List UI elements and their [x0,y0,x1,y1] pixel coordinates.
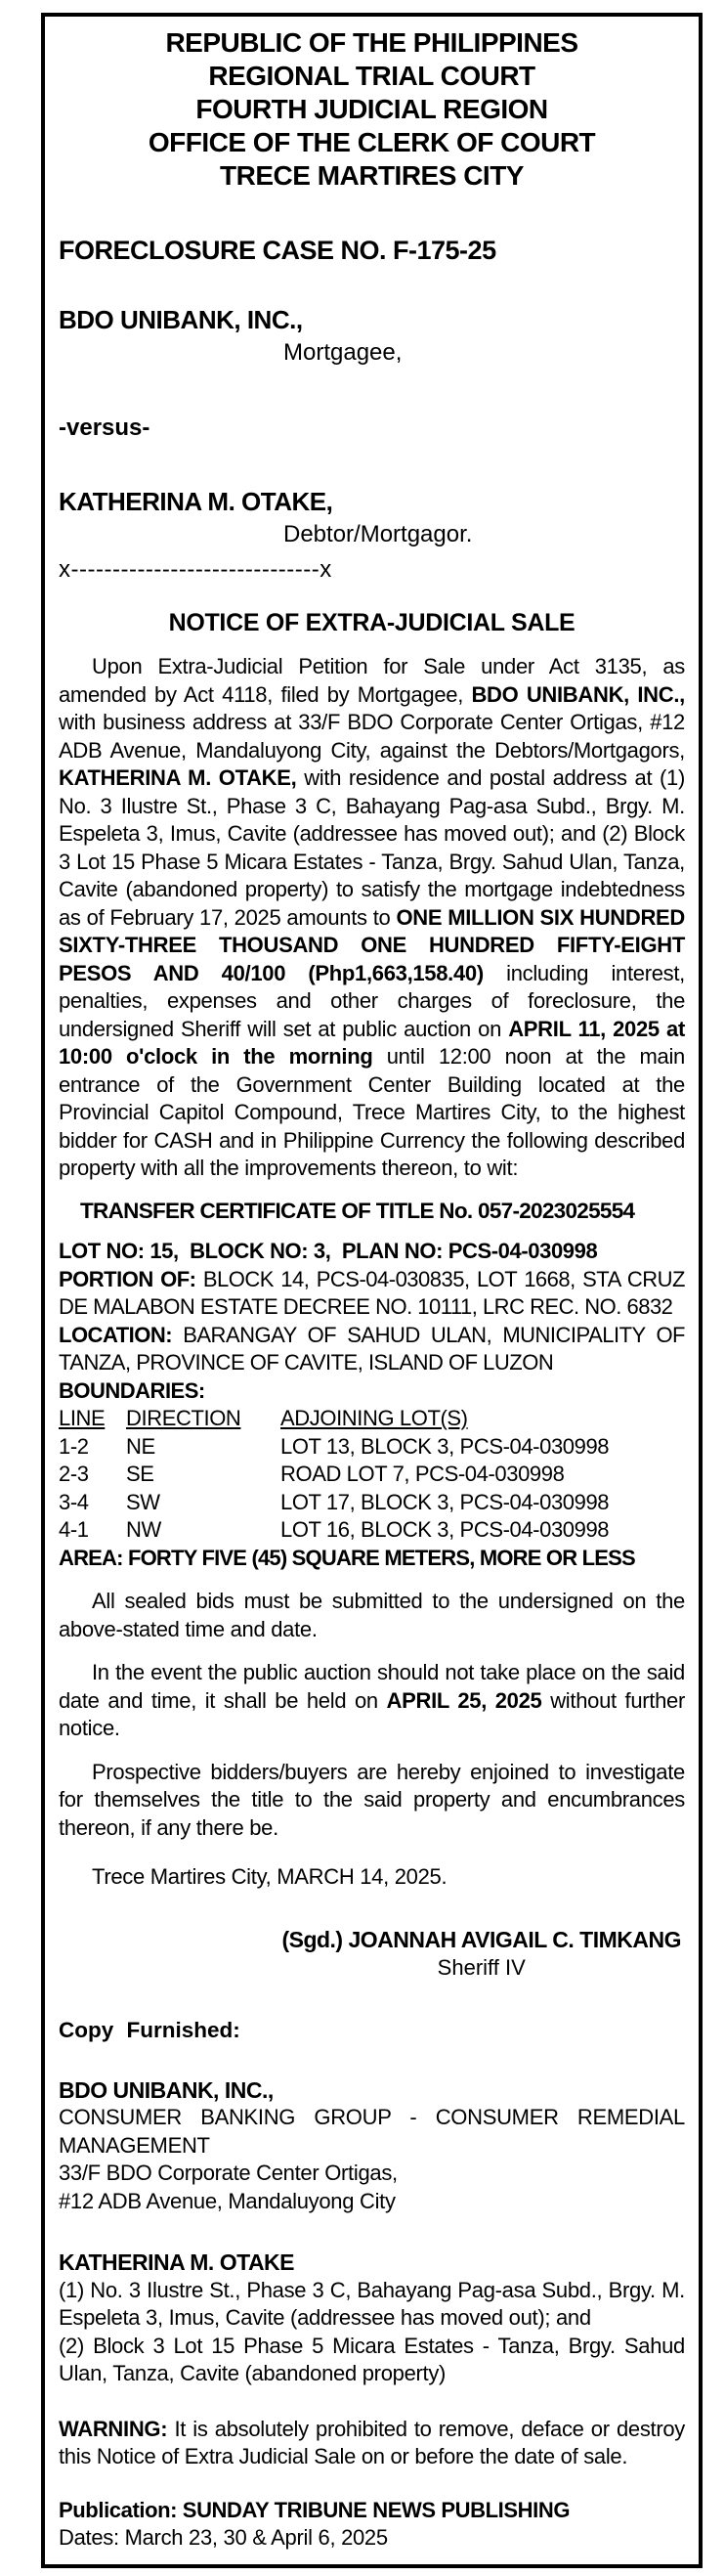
court-header-line: FOURTH JUDICIAL REGION [195,94,548,124]
boundaries-table [59,1405,685,1545]
court-header-line: OFFICE OF THE CLERK OF COURT [148,127,596,157]
sealed-bids-paragraph: All sealed bids must be submitted to the undersigned on the above-stated time and date. [59,1589,685,1641]
publication-block [59,2497,685,2553]
table-cell-direction: SW [126,1489,160,1514]
sheriff-title: Sheriff IV [437,1954,526,1980]
sheriff-signature-name: (Sgd.) JOANNAH AVIGAIL C. TIMKANG [281,1926,681,1952]
copy-debtor-address-line: (1) No. 3 Ilustre St., Phase 3 C, Bahayang Pag-asa Subd., Brgy. M. Espeleta 3, Imus, Cavite (addressee has moved out); and [59,2277,685,2330]
versus-label: -versus- [59,415,150,441]
case-number: FORECLOSURE CASE NO. F-175-25 [59,236,496,265]
copy-bdo-department: CONSUMER BANKING GROUP - CONSUMER REMEDIAL MANAGEMENT [59,2105,685,2158]
dateline: Trece Martires City, MARCH 14, 2025. [92,1864,448,1889]
body-text: Upon Extra-Judicial Petition for Sale under Act 3135, as amended by Act 4118, filed by Mortgagee, [59,654,685,707]
warning-paragraph [59,2416,685,2471]
copy-furnished-bdo-block [59,2076,685,2216]
copy-bdo-address-line: #12 ADB Avenue, Mandaluyong City [59,2188,396,2213]
area-line: AREA: FORTY FIVE (45) SQUARE METERS, MORE OR LESS [59,1545,635,1570]
table-cell-lots: LOT 13, BLOCK 3, PCS-04-030998 [280,1433,610,1459]
table-cell-line: 3-4 [59,1489,89,1514]
portion-value: BLOCK 14, PCS-04-030835, LOT 1668, STA CRUZ DE MALABON ESTATE DECREE NO. 10111, LRC REC. NO. 6832 [59,1266,685,1319]
debtor-name-inline: KATHERINA M. OTAKE, [59,765,297,790]
court-header-line: TRECE MARTIRES CITY [220,160,524,191]
portion-line [59,1266,685,1322]
title-certificate-number: TRANSFER CERTIFICATE OF TITLE No. 057-2023025554 [80,1198,635,1223]
boundaries-col-header: DIRECTION [126,1406,241,1430]
warning-text: It is absolutely prohibited to remove, deface or destroy this Notice of Extra Judicial Sale on or before the date of sale. [59,2416,685,2468]
debtor-name: KATHERINA M. OTAKE, [59,487,333,516]
body-text: with residence and postal address at (1) No. 3 Ilustre St., Phase 3 C, Bahayang Pag-asa Subd., Brgy. M. Espeleta 3, Imus, Cavite (addressee has moved out); and (2) Block 3 Lot 15 Phase 5 Micara Estates - Tanza, Brgy. Sahud Ulan, Tanza, Cavite (abandoned property) to satisfy the mortgage indebtedness as of February 17, 2025 amounts to [59,765,686,930]
indebtedness-amount: ONE MILLION SIX HUNDRED SIXTY-THREE THOUSAND ONE HUNDRED FIFTY-EIGHT PESOS AND 40/100 (Php1,663,158.40) [59,904,686,985]
boundaries-label: BOUNDARIES: [59,1377,205,1403]
table-cell-direction: SE [126,1462,154,1486]
copy-debtor-address-line: (2) Block 3 Lot 15 Phase 5 Micara Estates - Tanza, Brgy. Sahud Ulan, Tanza, Cavite (abandoned property) [59,2333,685,2385]
location-line [59,1322,685,1377]
copy-debtor-name: KATHERINA M. OTAKE [59,2249,295,2275]
body-text: without further notice. [59,1687,686,1740]
notice-body-paragraph [59,653,685,1183]
portion-label: PORTION OF: [59,1266,196,1291]
mortgagee-name-inline: BDO UNIBANK, INC., [471,681,685,707]
lot-block-plan-line: LOT NO: 15, BLOCK NO: 3, PLAN NO: PCS-04-030998 [59,1239,598,1263]
table-cell-lots: LOT 17, BLOCK 3, PCS-04-030998 [280,1489,610,1514]
location-label: LOCATION: [59,1322,173,1347]
case-separator-line: x------------------------------x [59,556,332,583]
publication-dates: Dates: March 23, 30 & April 6, 2025 [59,2525,388,2550]
prospective-bidders-paragraph: Prospective bidders/buyers are hereby enjoined to investigate for themselves the title to the said property and encumbrances thereon, if any there be. [59,1759,685,1840]
second-auction-paragraph [59,1659,685,1743]
table-cell-direction: NW [126,1517,161,1542]
copy-bdo-name: BDO UNIBANK, INC., [59,2076,274,2103]
notice-document-frame [41,13,703,2568]
copy-furnished-debtor-block [59,2249,685,2388]
copy-furnished-label: Copy Furnished: [59,2017,240,2042]
auction-datetime: APRIL 11, 2025 at 10:00 o'clock in the morning [59,1016,685,1069]
table-cell-line: 4-1 [59,1517,89,1542]
boundaries-col-header: ADJOINING LOT(S) [280,1406,468,1430]
table-cell-lots: ROAD LOT 7, PCS-04-030998 [280,1462,565,1486]
court-header-line: REPUBLIC OF THE PHILIPPINES [165,27,578,58]
body-text: until 12:00 noon at the main entrance of the Government Center Building located at the Provincial Capitol Compound, Trece Martires City, to the highest bidder for CASH and in Philippine Currency the following described property with all the improvements thereon, to wit: [59,1044,685,1180]
publication-line: Publication: SUNDAY TRIBUNE NEWS PUBLISHING [59,2497,571,2522]
body-text: with business address at 33/F BDO Corporate Center Ortigas, #12 ADB Avenue, Mandaluyong City, against the Debtors/Mortgagors, [59,710,685,763]
body-text: In the event the public auction should not take place on the said date and time, it shall be held on [59,1660,685,1713]
notice-title: NOTICE OF EXTRA-JUDICIAL SALE [168,609,576,636]
court-header [59,26,685,193]
table-cell-line: 1-2 [59,1433,89,1459]
table-cell-lots: LOT 16, BLOCK 3, PCS-04-030998 [280,1517,610,1542]
second-auction-date: APRIL 25, 2025 [386,1687,542,1713]
mortgagee-role: Mortgagee, [283,339,403,366]
table-cell-direction: NE [126,1433,155,1459]
boundaries-col-header: LINE [59,1406,106,1430]
debtor-role: Debtor/Mortgagor. [283,521,473,547]
court-header-line: REGIONAL TRIAL COURT [208,61,535,91]
signature-inner [281,1927,681,1983]
copy-bdo-address-line: 33/F BDO Corporate Center Ortigas, [59,2161,398,2185]
location-value: BARANGAY OF SAHUD ULAN, MUNICIPALITY OF TANZA, PROVINCE OF CAVITE, ISLAND OF LUZON [59,1322,685,1375]
warning-label: WARNING: [59,2416,168,2441]
body-text: including interest, penalties, expenses and other charges of foreclosure, the undersigned Sheriff will set at public auction on [59,960,685,1041]
property-description [59,1238,685,1572]
mortgagee-name: BDO UNIBANK, INC., [59,305,303,334]
table-cell-line: 2-3 [59,1462,89,1486]
signature-block [59,1927,685,1983]
